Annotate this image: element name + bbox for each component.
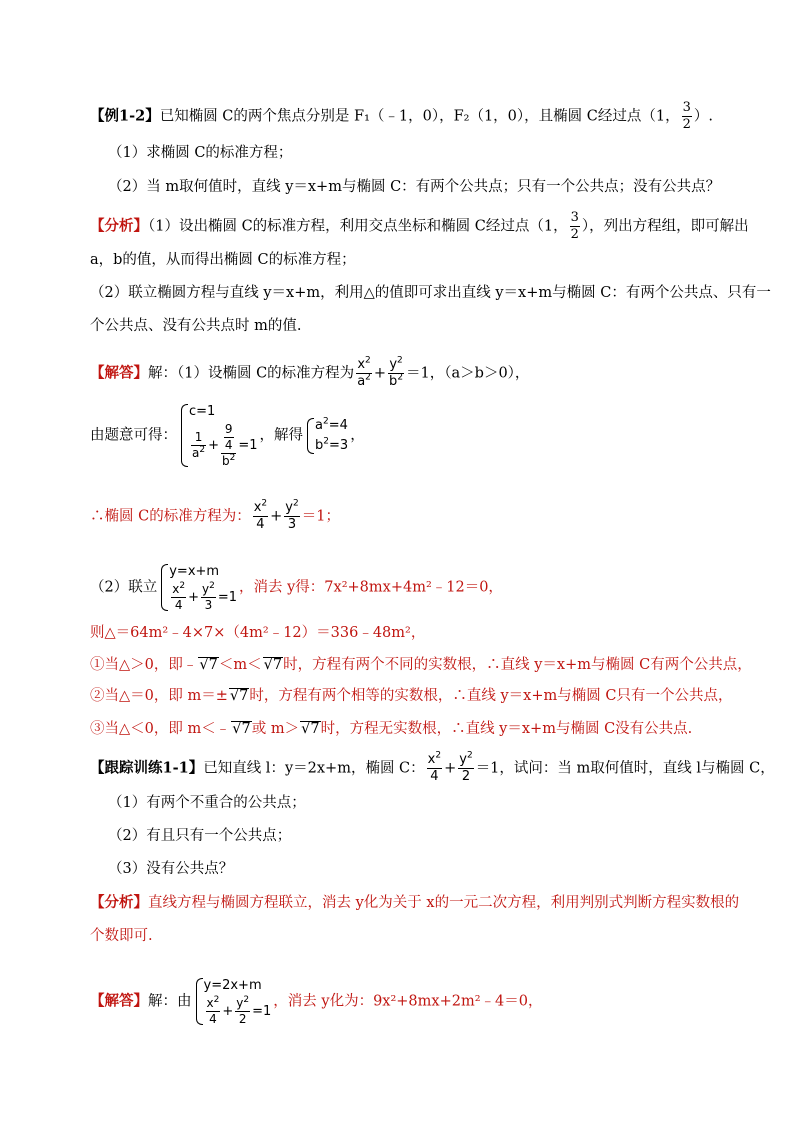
sqrt-7: √7	[229, 688, 249, 704]
analysis-point-fraction: $\frac{3}{2}$	[570, 210, 579, 242]
equation-system-1: c=1 $\frac{1}{a^2}$ + $\frac{\frac{9}{4}}{b^2}$ =1	[179, 402, 258, 469]
y2-over-b2: $\frac{y^2}{b^2}$	[389, 355, 404, 389]
exercise-tag: 【跟踪训练1-1】	[90, 759, 204, 777]
example-tag: 【例1-2】	[90, 107, 160, 125]
sqrt-7: √7	[232, 721, 251, 737]
x2-over-4: $\frac{x^2}{4}$	[253, 498, 268, 532]
ex-y2-over-2: $\frac{y^2}{2}$	[459, 750, 473, 784]
answer-tag: 【解答】	[90, 364, 148, 382]
sqrt-7: √7	[199, 657, 218, 673]
equation-system-2: y=x+m $\frac{x^2}{4}$ + $\frac{y^2}{3}$ =1	[159, 562, 237, 613]
analysis-tag: 【分析】	[90, 217, 148, 235]
example-stem: 已知椭圆 C的两个焦点分别是 F₁（﹣1，0），F₂（1，0），且椭圆 C经过点（1，	[159, 108, 680, 125]
solution-system-1: $a^2=4$ $b^2=3$	[305, 416, 348, 456]
y2-over-3: $\frac{y^2}{3}$	[285, 498, 299, 532]
x2-over-a2: $\frac{x^2}{a^2}$	[357, 355, 371, 389]
sqrt-7: √7	[301, 721, 320, 737]
sqrt-7: √7	[263, 657, 283, 673]
ex-x2-over-4: $\frac{x^2}{4}$	[427, 750, 442, 784]
equation-system-3: y=2x+m $\frac{x^2}{4}$ + $\frac{y^2}{2}$ =1	[194, 976, 272, 1027]
point-fraction: $\frac{3}{2}$	[682, 100, 691, 132]
